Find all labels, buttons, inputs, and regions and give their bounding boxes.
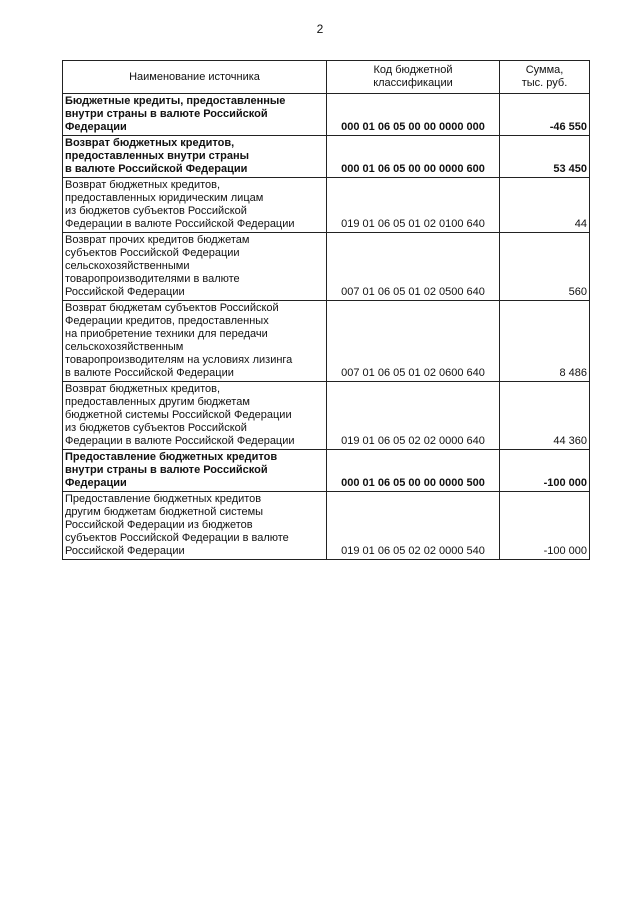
table-row [63,450,590,492]
budget-code-cell: 000 01 06 05 00 00 0000 000 [327,94,500,136]
source-name-cell: Бюджетные кредиты, предоставленные внутри страны в валюте Российской Федерации [63,94,327,136]
budget-code-cell: 000 01 06 05 00 00 0000 600 [327,136,500,178]
table-row [63,136,590,178]
table-body [63,94,590,560]
table-row [63,233,590,301]
table-row [63,492,590,560]
sum-cell: -100 000 [500,450,590,492]
sum-cell: 560 [500,233,590,301]
source-name-cell: Возврат бюджетных кредитов, предоставленных внутри страны в валюте Российской Федерации [63,136,327,178]
header-sum: Сумма, тыс. руб. [500,61,590,94]
source-name-cell: Возврат бюджетных кредитов, предоставленных другим бюджетам бюджетной системы Российской Федерации из бюджетов субъектов Российской Федерации в валюте Российской Федерации [63,382,327,450]
sum-cell: -100 000 [500,492,590,560]
source-name-cell: Возврат бюджетных кредитов, предоставленных юридическим лицам из бюджетов субъектов Российской Федерации в валюте Российской Федерации [63,178,327,233]
sum-cell: 53 450 [500,136,590,178]
sum-cell: -46 550 [500,94,590,136]
page-number: 2 [316,22,324,36]
budget-code-cell: 000 01 06 05 00 00 0000 500 [327,450,500,492]
source-name-cell: Предоставление бюджетных кредитов внутри страны в валюте Российской Федерации [63,450,327,492]
budget-code-cell: 019 01 06 05 02 02 0000 540 [327,492,500,560]
budget-sources-table [62,60,590,560]
header-budget-code: Код бюджетной классификации [327,61,500,94]
table-header-row [63,61,590,94]
source-name-cell: Возврат бюджетам субъектов Российской Федерации кредитов, предоставленных на приобретение техники для передачи сельскохозяйственным товаропроизводителям на условиях лизинга в валюте Российской Федерации [63,301,327,382]
budget-code-cell: 019 01 06 05 01 02 0100 640 [327,178,500,233]
budget-code-cell: 007 01 06 05 01 02 0500 640 [327,233,500,301]
table-row [63,94,590,136]
budget-code-cell: 019 01 06 05 02 02 0000 640 [327,382,500,450]
header-source-name: Наименование источника [63,61,327,94]
table-row [63,382,590,450]
sum-cell: 44 360 [500,382,590,450]
sum-cell: 8 486 [500,301,590,382]
budget-code-cell: 007 01 06 05 01 02 0600 640 [327,301,500,382]
sum-cell: 44 [500,178,590,233]
table-row [63,301,590,382]
source-name-cell: Возврат прочих кредитов бюджетам субъектов Российской Федерации сельскохозяйственными товаропроизводителями в валюте Российской Федерации [63,233,327,301]
table-row [63,178,590,233]
source-name-cell: Предоставление бюджетных кредитов другим бюджетам бюджетной системы Российской Федерации из бюджетов субъектов Российской Федерации в валюте Российской Федерации [63,492,327,560]
